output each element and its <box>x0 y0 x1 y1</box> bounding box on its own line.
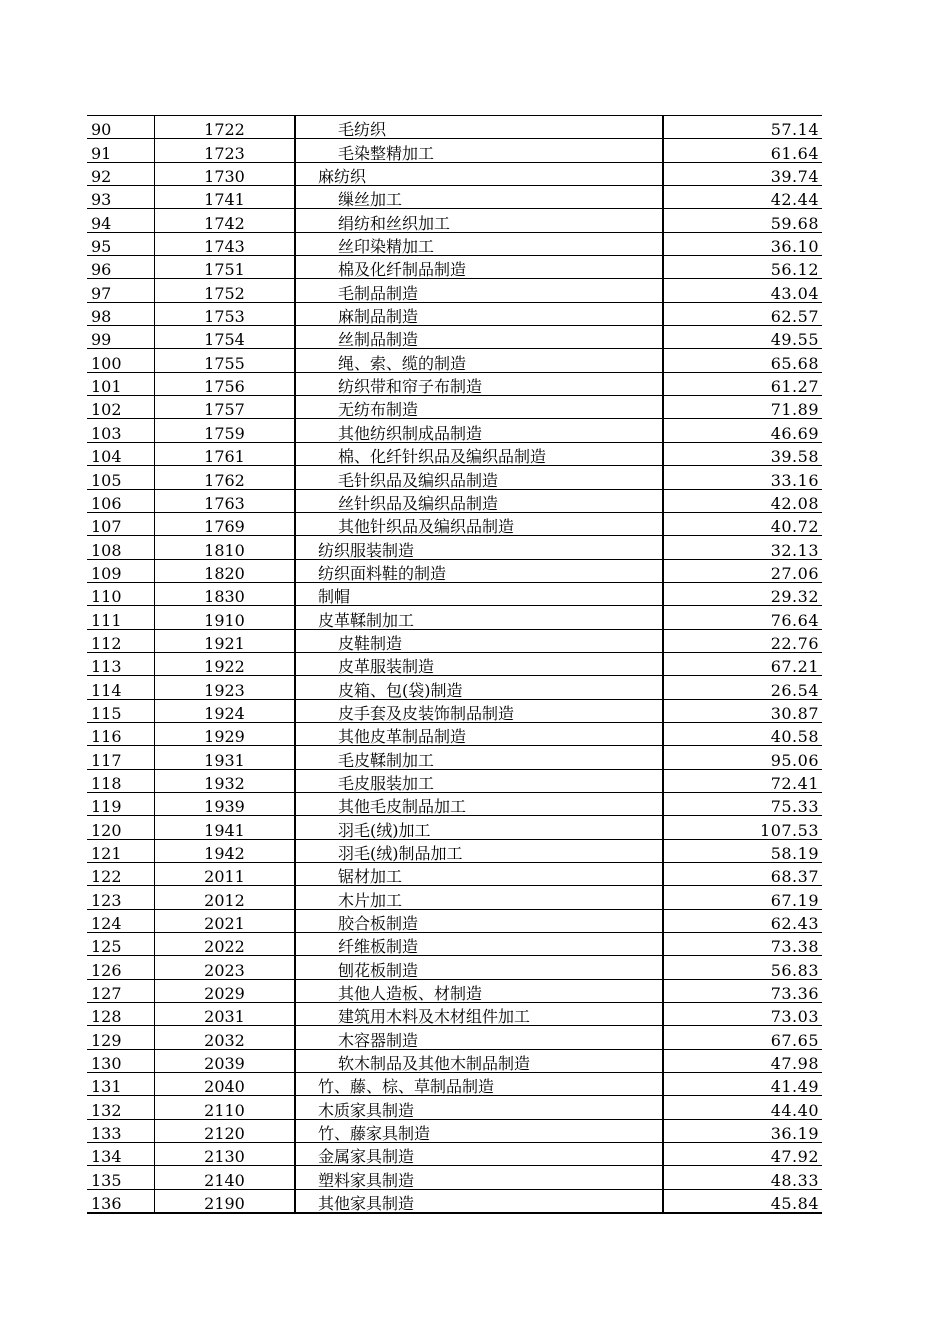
table-row <box>87 489 822 512</box>
table-row <box>87 979 822 1002</box>
industry-code-cell: 1922 <box>155 652 296 675</box>
industry-name-cell: 麻纺织 <box>295 162 663 185</box>
industry-code-cell: 1741 <box>155 186 296 209</box>
table-row <box>87 162 822 185</box>
table-row <box>87 933 822 956</box>
value-cell: 36.19 <box>663 1119 822 1142</box>
row-index-cell: 122 <box>87 863 155 886</box>
value-cell: 39.74 <box>663 162 822 185</box>
table-row <box>87 1049 822 1072</box>
table-row <box>87 909 822 932</box>
row-index-cell: 99 <box>87 326 155 349</box>
table-row <box>87 1096 822 1119</box>
table-row <box>87 279 822 302</box>
value-cell: 29.32 <box>663 582 822 605</box>
industry-name-cell: 锯材加工 <box>295 863 663 886</box>
value-cell: 73.03 <box>663 1003 822 1026</box>
industry-code-cell: 2023 <box>155 956 296 979</box>
row-index-cell: 100 <box>87 349 155 372</box>
industry-code-cell: 1942 <box>155 839 296 862</box>
industry-name-cell: 其他纺织制成品制造 <box>295 419 663 442</box>
industry-name-cell: 丝针织品及编织品制造 <box>295 489 663 512</box>
value-cell: 27.06 <box>663 559 822 582</box>
table-row <box>87 232 822 255</box>
industry-code-cell: 1742 <box>155 209 296 232</box>
value-cell: 62.57 <box>663 302 822 325</box>
row-index-cell: 97 <box>87 279 155 302</box>
table-row <box>87 1119 822 1142</box>
table-row <box>87 722 822 745</box>
industry-code-cell: 1751 <box>155 256 296 279</box>
industry-code-cell: 1753 <box>155 302 296 325</box>
value-cell: 72.41 <box>663 769 822 792</box>
value-cell: 45.84 <box>663 1189 822 1213</box>
table-row <box>87 629 822 652</box>
industry-name-cell: 其他家具制造 <box>295 1189 663 1213</box>
table-row <box>87 863 822 886</box>
table-row <box>87 512 822 535</box>
row-index-cell: 136 <box>87 1189 155 1213</box>
row-index-cell: 115 <box>87 699 155 722</box>
industry-name-cell: 羽毛(绒)制品加工 <box>295 839 663 862</box>
row-index-cell: 93 <box>87 186 155 209</box>
table-row <box>87 676 822 699</box>
industry-name-cell: 绳、索、缆的制造 <box>295 349 663 372</box>
value-cell: 57.14 <box>663 116 822 139</box>
row-index-cell: 95 <box>87 232 155 255</box>
industry-name-cell: 其他针织品及编织品制造 <box>295 512 663 535</box>
industry-code-cell: 1723 <box>155 139 296 162</box>
industry-code-cell: 1921 <box>155 629 296 652</box>
industry-name-cell: 毛染整精加工 <box>295 139 663 162</box>
value-cell: 26.54 <box>663 676 822 699</box>
row-index-cell: 96 <box>87 256 155 279</box>
industry-code-cell: 1931 <box>155 746 296 769</box>
row-index-cell: 109 <box>87 559 155 582</box>
industry-code-cell: 1820 <box>155 559 296 582</box>
value-cell: 42.08 <box>663 489 822 512</box>
row-index-cell: 110 <box>87 582 155 605</box>
industry-name-cell: 毛针织品及编织品制造 <box>295 466 663 489</box>
value-cell: 68.37 <box>663 863 822 886</box>
table-row <box>87 209 822 232</box>
table-row <box>87 116 822 139</box>
industry-code-cell: 2029 <box>155 979 296 1002</box>
row-index-cell: 132 <box>87 1096 155 1119</box>
row-index-cell: 113 <box>87 652 155 675</box>
table-row <box>87 256 822 279</box>
value-cell: 71.89 <box>663 396 822 419</box>
row-index-cell: 118 <box>87 769 155 792</box>
industry-code-cell: 1730 <box>155 162 296 185</box>
row-index-cell: 104 <box>87 442 155 465</box>
row-index-cell: 124 <box>87 909 155 932</box>
value-cell: 33.16 <box>663 466 822 489</box>
value-cell: 76.64 <box>663 606 822 629</box>
row-index-cell: 106 <box>87 489 155 512</box>
industry-code-cell: 1756 <box>155 372 296 395</box>
industry-data-table <box>87 115 822 1214</box>
industry-name-cell: 金属家具制造 <box>295 1143 663 1166</box>
industry-code-cell: 2021 <box>155 909 296 932</box>
value-cell: 36.10 <box>663 232 822 255</box>
row-index-cell: 128 <box>87 1003 155 1026</box>
table-row <box>87 1026 822 1049</box>
value-cell: 47.92 <box>663 1143 822 1166</box>
table-row <box>87 139 822 162</box>
industry-code-cell: 1939 <box>155 792 296 815</box>
industry-code-cell: 2130 <box>155 1143 296 1166</box>
industry-name-cell: 毛皮服装加工 <box>295 769 663 792</box>
table-row <box>87 746 822 769</box>
row-index-cell: 119 <box>87 792 155 815</box>
industry-code-cell: 1941 <box>155 816 296 839</box>
row-index-cell: 103 <box>87 419 155 442</box>
value-cell: 56.83 <box>663 956 822 979</box>
industry-name-cell: 木容器制造 <box>295 1026 663 1049</box>
industry-code-cell: 1769 <box>155 512 296 535</box>
value-cell: 48.33 <box>663 1166 822 1189</box>
row-index-cell: 90 <box>87 116 155 139</box>
industry-name-cell: 绢纺和丝织加工 <box>295 209 663 232</box>
row-index-cell: 126 <box>87 956 155 979</box>
value-cell: 49.55 <box>663 326 822 349</box>
table-row <box>87 1166 822 1189</box>
value-cell: 22.76 <box>663 629 822 652</box>
row-index-cell: 130 <box>87 1049 155 1072</box>
value-cell: 107.53 <box>663 816 822 839</box>
table-row <box>87 582 822 605</box>
table-row <box>87 396 822 419</box>
row-index-cell: 125 <box>87 933 155 956</box>
value-cell: 95.06 <box>663 746 822 769</box>
industry-code-cell: 1830 <box>155 582 296 605</box>
industry-name-cell: 棉及化纤制品制造 <box>295 256 663 279</box>
industry-code-cell: 2039 <box>155 1049 296 1072</box>
value-cell: 47.98 <box>663 1049 822 1072</box>
value-cell: 61.27 <box>663 372 822 395</box>
row-index-cell: 101 <box>87 372 155 395</box>
row-index-cell: 91 <box>87 139 155 162</box>
industry-name-cell: 皮箱、包(袋)制造 <box>295 676 663 699</box>
industry-name-cell: 麻制品制造 <box>295 302 663 325</box>
industry-code-cell: 2012 <box>155 886 296 909</box>
table-row <box>87 606 822 629</box>
industry-code-cell: 1910 <box>155 606 296 629</box>
value-cell: 40.72 <box>663 512 822 535</box>
value-cell: 39.58 <box>663 442 822 465</box>
industry-name-cell: 其他人造板、材制造 <box>295 979 663 1002</box>
row-index-cell: 114 <box>87 676 155 699</box>
table-row <box>87 1073 822 1096</box>
table-row <box>87 886 822 909</box>
value-cell: 67.65 <box>663 1026 822 1049</box>
industry-name-cell: 丝制品制造 <box>295 326 663 349</box>
value-cell: 75.33 <box>663 792 822 815</box>
row-index-cell: 107 <box>87 512 155 535</box>
row-index-cell: 127 <box>87 979 155 1002</box>
value-cell: 44.40 <box>663 1096 822 1119</box>
industry-name-cell: 毛纺织 <box>295 116 663 139</box>
table-row <box>87 349 822 372</box>
table-row <box>87 839 822 862</box>
table-body <box>87 116 822 1214</box>
value-cell: 42.44 <box>663 186 822 209</box>
industry-code-cell: 1763 <box>155 489 296 512</box>
value-cell: 56.12 <box>663 256 822 279</box>
industry-name-cell: 纺织带和帘子布制造 <box>295 372 663 395</box>
table-row <box>87 1003 822 1026</box>
industry-code-cell: 1929 <box>155 722 296 745</box>
row-index-cell: 105 <box>87 466 155 489</box>
industry-name-cell: 羽毛(绒)加工 <box>295 816 663 839</box>
value-cell: 40.58 <box>663 722 822 745</box>
table-row <box>87 792 822 815</box>
industry-code-cell: 1762 <box>155 466 296 489</box>
value-cell: 65.68 <box>663 349 822 372</box>
industry-code-cell: 1752 <box>155 279 296 302</box>
industry-name-cell: 制帽 <box>295 582 663 605</box>
value-cell: 41.49 <box>663 1073 822 1096</box>
industry-code-cell: 2120 <box>155 1119 296 1142</box>
row-index-cell: 129 <box>87 1026 155 1049</box>
industry-code-cell: 1754 <box>155 326 296 349</box>
industry-code-cell: 2031 <box>155 1003 296 1026</box>
industry-name-cell: 其他皮革制品制造 <box>295 722 663 745</box>
table-row <box>87 699 822 722</box>
industry-code-cell: 1759 <box>155 419 296 442</box>
table-row <box>87 769 822 792</box>
table-row <box>87 466 822 489</box>
row-index-cell: 135 <box>87 1166 155 1189</box>
table-row <box>87 956 822 979</box>
row-index-cell: 94 <box>87 209 155 232</box>
value-cell: 73.38 <box>663 933 822 956</box>
value-cell: 61.64 <box>663 139 822 162</box>
table-row <box>87 816 822 839</box>
industry-code-cell: 2110 <box>155 1096 296 1119</box>
row-index-cell: 117 <box>87 746 155 769</box>
value-cell: 67.19 <box>663 886 822 909</box>
value-cell: 30.87 <box>663 699 822 722</box>
industry-code-cell: 1923 <box>155 676 296 699</box>
row-index-cell: 123 <box>87 886 155 909</box>
industry-code-cell: 1743 <box>155 232 296 255</box>
row-index-cell: 108 <box>87 536 155 559</box>
industry-name-cell: 木片加工 <box>295 886 663 909</box>
table-row <box>87 1189 822 1213</box>
industry-name-cell: 皮革鞣制加工 <box>295 606 663 629</box>
industry-code-cell: 2011 <box>155 863 296 886</box>
value-cell: 32.13 <box>663 536 822 559</box>
table-row <box>87 419 822 442</box>
value-cell: 59.68 <box>663 209 822 232</box>
industry-code-cell: 1932 <box>155 769 296 792</box>
value-cell: 73.36 <box>663 979 822 1002</box>
row-index-cell: 134 <box>87 1143 155 1166</box>
row-index-cell: 116 <box>87 722 155 745</box>
row-index-cell: 102 <box>87 396 155 419</box>
industry-name-cell: 塑料家具制造 <box>295 1166 663 1189</box>
industry-code-cell: 2140 <box>155 1166 296 1189</box>
industry-name-cell: 竹、藤、棕、草制品制造 <box>295 1073 663 1096</box>
row-index-cell: 121 <box>87 839 155 862</box>
row-index-cell: 131 <box>87 1073 155 1096</box>
table-row <box>87 652 822 675</box>
table-row <box>87 536 822 559</box>
table-row <box>87 442 822 465</box>
industry-code-cell: 1810 <box>155 536 296 559</box>
value-cell: 46.69 <box>663 419 822 442</box>
industry-name-cell: 皮革服装制造 <box>295 652 663 675</box>
table-row <box>87 302 822 325</box>
industry-name-cell: 丝印染精加工 <box>295 232 663 255</box>
industry-code-cell: 2040 <box>155 1073 296 1096</box>
row-index-cell: 120 <box>87 816 155 839</box>
industry-name-cell: 无纺布制造 <box>295 396 663 419</box>
industry-name-cell: 棉、化纤针织品及编织品制造 <box>295 442 663 465</box>
row-index-cell: 98 <box>87 302 155 325</box>
table-row <box>87 186 822 209</box>
industry-code-cell: 1757 <box>155 396 296 419</box>
industry-name-cell: 刨花板制造 <box>295 956 663 979</box>
row-index-cell: 133 <box>87 1119 155 1142</box>
industry-name-cell: 纺织服装制造 <box>295 536 663 559</box>
industry-name-cell: 纺织面料鞋的制造 <box>295 559 663 582</box>
industry-name-cell: 竹、藤家具制造 <box>295 1119 663 1142</box>
industry-code-cell: 2022 <box>155 933 296 956</box>
table-row <box>87 372 822 395</box>
industry-code-cell: 2032 <box>155 1026 296 1049</box>
table-row <box>87 326 822 349</box>
industry-name-cell: 胶合板制造 <box>295 909 663 932</box>
industry-name-cell: 皮手套及皮装饰制品制造 <box>295 699 663 722</box>
table-row <box>87 1143 822 1166</box>
row-index-cell: 112 <box>87 629 155 652</box>
value-cell: 43.04 <box>663 279 822 302</box>
industry-name-cell: 皮鞋制造 <box>295 629 663 652</box>
industry-name-cell: 纤维板制造 <box>295 933 663 956</box>
industry-name-cell: 毛制品制造 <box>295 279 663 302</box>
industry-code-cell: 1722 <box>155 116 296 139</box>
industry-name-cell: 软木制品及其他木制品制造 <box>295 1049 663 1072</box>
value-cell: 67.21 <box>663 652 822 675</box>
industry-name-cell: 缫丝加工 <box>295 186 663 209</box>
row-index-cell: 111 <box>87 606 155 629</box>
industry-code-cell: 1761 <box>155 442 296 465</box>
industry-name-cell: 木质家具制造 <box>295 1096 663 1119</box>
industry-name-cell: 建筑用木料及木材组件加工 <box>295 1003 663 1026</box>
industry-code-cell: 1755 <box>155 349 296 372</box>
industry-name-cell: 其他毛皮制品加工 <box>295 792 663 815</box>
industry-code-cell: 1924 <box>155 699 296 722</box>
row-index-cell: 92 <box>87 162 155 185</box>
industry-code-cell: 2190 <box>155 1189 296 1213</box>
value-cell: 62.43 <box>663 909 822 932</box>
value-cell: 58.19 <box>663 839 822 862</box>
table-row <box>87 559 822 582</box>
industry-name-cell: 毛皮鞣制加工 <box>295 746 663 769</box>
